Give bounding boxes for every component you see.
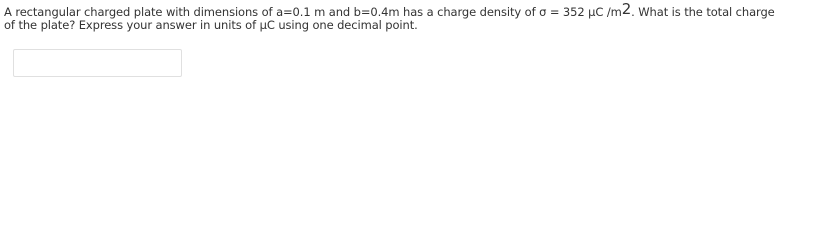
question-line-1-text: A rectangular charged plate with dimensions of a=0.1 m and b=0.4m has a charge density of σ = 352 μC /m: [4, 5, 622, 19]
answer-input[interactable]: [13, 49, 182, 77]
question-line-1-tail: . What is the total charge: [631, 5, 775, 19]
question-text: [4, 0, 834, 32]
exponent: 2: [621, 0, 632, 18]
question-line-2: of the plate? Express your answer in units of μC using one decimal point.: [4, 18, 418, 32]
